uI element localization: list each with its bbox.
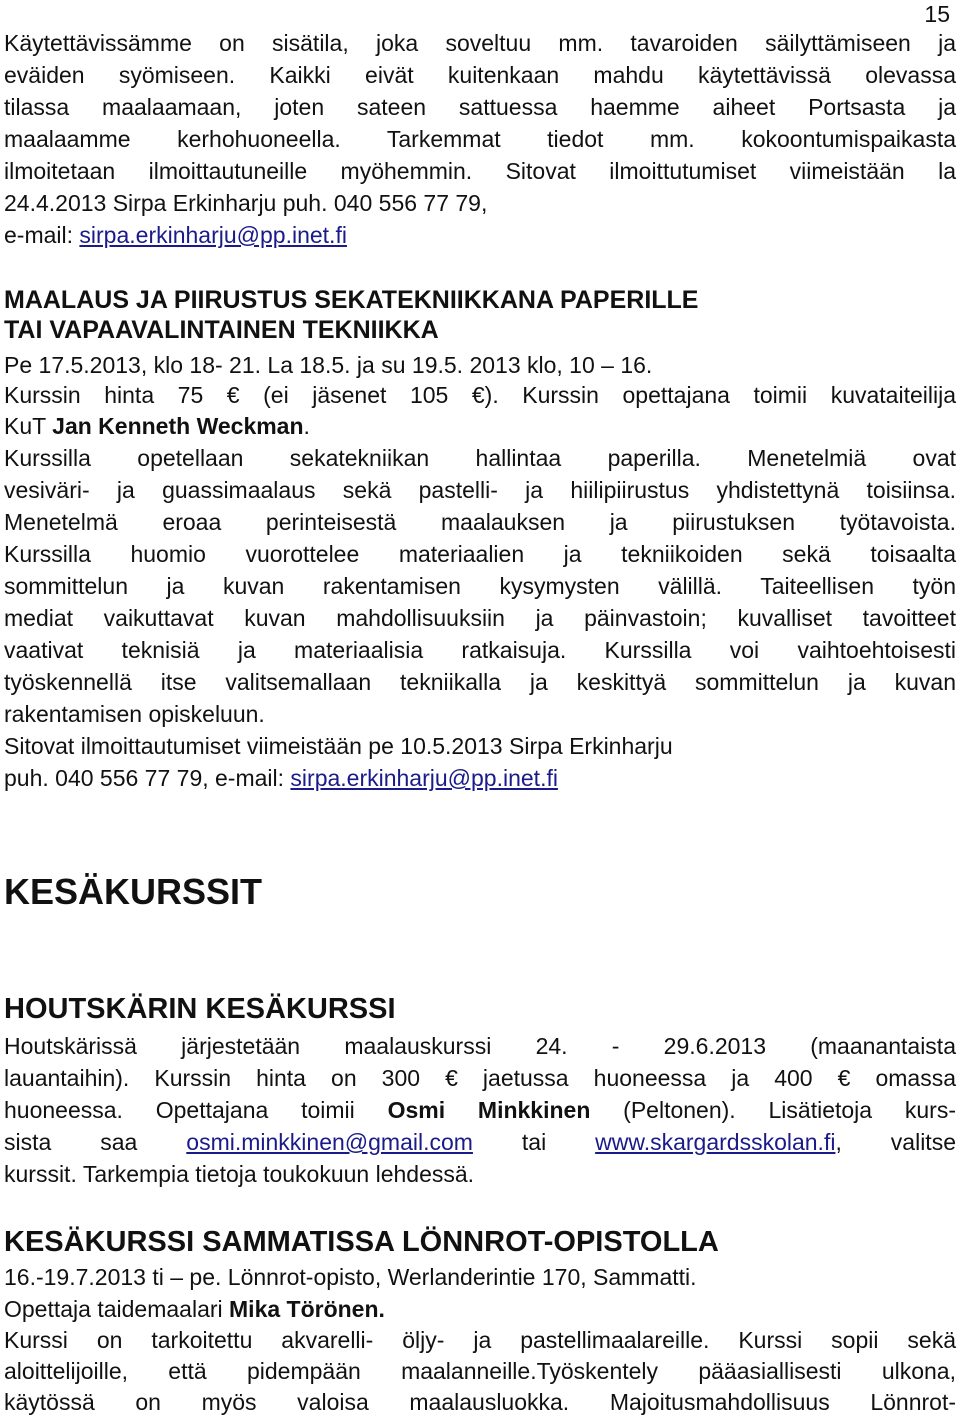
- houtskari-teacher-suffix: (Peltonen). Lisätietoja kurs-: [590, 1097, 956, 1123]
- email-link[interactable]: osmi.minkkinen@gmail.com: [186, 1129, 473, 1155]
- houtskari-line-1: Houtskärissä järjestetään maalauskurssi 24. - 29.6.2013 (maanantaista: [4, 1033, 956, 1059]
- maalaus-title-2: TAI VAPAAVALINTAINEN TEKNIIKKA: [4, 316, 439, 344]
- sammatti-teacher-prefix: Opettaja taidemaalari: [4, 1296, 230, 1322]
- intro-line-1: Käytettävissämme on sisätila, joka soveltuu mm. tavaroiden säilyttämiseen ja: [4, 30, 956, 56]
- maalaus-line-8: sommittelun ja kuvan rakentamisen kysymysten välillä. Taiteellisen työn: [4, 573, 956, 599]
- sammatti-line-4: aloittelijoille, että pidempään maalanneille.Työskentely pääasiallisesti ulkona,: [4, 1358, 956, 1384]
- website-link[interactable]: www.skargardsskolan.fi: [595, 1129, 836, 1155]
- maalaus-line-7: Kurssilla huomio vuorottelee materiaalien ja tekniikoiden sekä toisaalta: [4, 541, 956, 567]
- intro-line-4: maalaamme kerhohuoneella. Tarkemmat tiedot mm. kokoontumispaikasta: [4, 126, 956, 152]
- teacher-suffix: .: [303, 413, 310, 439]
- maalaus-title-1: MAALAUS JA PIIRUSTUS SEKATEKNIIKKANA PAPERILLE: [4, 286, 699, 314]
- contact-prefix: puh. 040 556 77 79, e-mail:: [4, 765, 291, 791]
- maalaus-line-10: vaativat teknisiä ja materiaalisia ratkaisuja. Kurssilla voi vaihtoehtoisesti: [4, 637, 956, 663]
- houtskari-info-suffix: , valitse: [835, 1129, 956, 1155]
- houtskari-teacher-name: Osmi Minkkinen: [387, 1097, 591, 1123]
- houtskari-line-5: kurssit. Tarkempia tietoja toukokuun lehdessä.: [4, 1161, 475, 1187]
- houtskari-line-4: [4, 1127, 956, 1158]
- sammatti-line-2: [4, 1294, 385, 1325]
- intro-line-7: [4, 220, 347, 251]
- intro-line-5: ilmoitetaan ilmoittautuneille myöhemmin. Sitovat ilmoittutumiset viimeistään la: [4, 158, 956, 184]
- houtskari-line-2: lauantaihin). Kurssin hinta on 300 € jaetussa huoneessa ja 400 € omassa: [4, 1065, 956, 1091]
- houtskari-line-3: [4, 1095, 956, 1126]
- maalaus-line-2: Kurssin hinta 75 € (ei jäsenet 105 €). Kurssin opettajana toimii kuvataiteilija: [4, 382, 956, 408]
- maalaus-line-14: [4, 763, 558, 794]
- maalaus-line-13: Sitovat ilmoittautumiset viimeistään pe 10.5.2013 Sirpa Erkinharju: [4, 733, 673, 759]
- intro-line-3: tilassa maalaamaan, joten sateen sattuessa haemme aiheet Portsasta ja: [4, 94, 956, 120]
- teacher-prefix: KuT: [4, 413, 53, 439]
- maalaus-line-12: rakentamisen opiskeluun.: [4, 701, 265, 727]
- email-link[interactable]: sirpa.erkinharju@pp.inet.fi: [290, 765, 558, 791]
- maalaus-line-4: Kurssilla opetellaan sekatekniikan hallintaa paperilla. Menetelmiä ovat: [4, 445, 956, 471]
- kesakurssit-heading: KESÄKURSSIT: [4, 871, 263, 912]
- maalaus-line-3: [4, 411, 310, 442]
- maalaus-line-6: Menetelmä eroaa perinteisestä maalauksen ja piirustuksen työtavoista.: [4, 509, 956, 535]
- houtskari-info-middle: tai: [472, 1129, 596, 1155]
- maalaus-line-1: Pe 17.5.2013, klo 18- 21. La 18.5. ja su 19.5. 2013 klo, 10 – 16.: [4, 352, 653, 378]
- teacher-name: Jan Kenneth Weckman: [52, 413, 304, 439]
- intro-line-2: eväiden syömiseen. Kaikki eivät kuitenkaan mahdu käytettävissä olevassa: [4, 62, 956, 88]
- maalaus-line-5: vesiväri- ja guassimaalaus sekä pastelli- ja hiilipiirustus yhdistettynä toisiinsa.: [4, 477, 956, 503]
- houtskari-info-prefix: sista saa: [4, 1129, 187, 1155]
- page-number: 15: [924, 1, 950, 27]
- houtskari-teacher-prefix: huoneessa. Opettajana toimii: [4, 1097, 388, 1123]
- email-label: e-mail:: [4, 222, 80, 248]
- sammatti-title: KESÄKURSSI SAMMATISSA LÖNNROT-OPISTOLLA: [4, 1226, 719, 1258]
- sammatti-line-5: käytössä on myös valoisa maalausluokka. Majoitusmahdollisuus Lönnrot-: [4, 1389, 956, 1415]
- sammatti-line-3: Kurssi on tarkoitettu akvarelli- öljy- ja pastellimaalareille. Kurssi sopii sekä: [4, 1327, 956, 1353]
- maalaus-line-11: työskennellä itse valitsemallaan tekniikalla ja keskittyä sommittelun ja kuvan: [4, 669, 956, 695]
- houtskari-title: HOUTSKÄRIN KESÄKURSSI: [4, 993, 396, 1025]
- intro-line-6: 24.4.2013 Sirpa Erkinharju puh. 040 556 77 79,: [4, 190, 488, 216]
- maalaus-line-9: mediat vaikuttavat kuvan mahdollisuuksiin ja päinvastoin; kuvalliset tavoitteet: [4, 605, 956, 631]
- sammatti-teacher-name: Mika Törönen.: [229, 1296, 385, 1322]
- sammatti-line-1: 16.-19.7.2013 ti – pe. Lönnrot-opisto, Werlanderintie 170, Sammatti.: [4, 1264, 697, 1290]
- email-link[interactable]: sirpa.erkinharju@pp.inet.fi: [79, 222, 347, 248]
